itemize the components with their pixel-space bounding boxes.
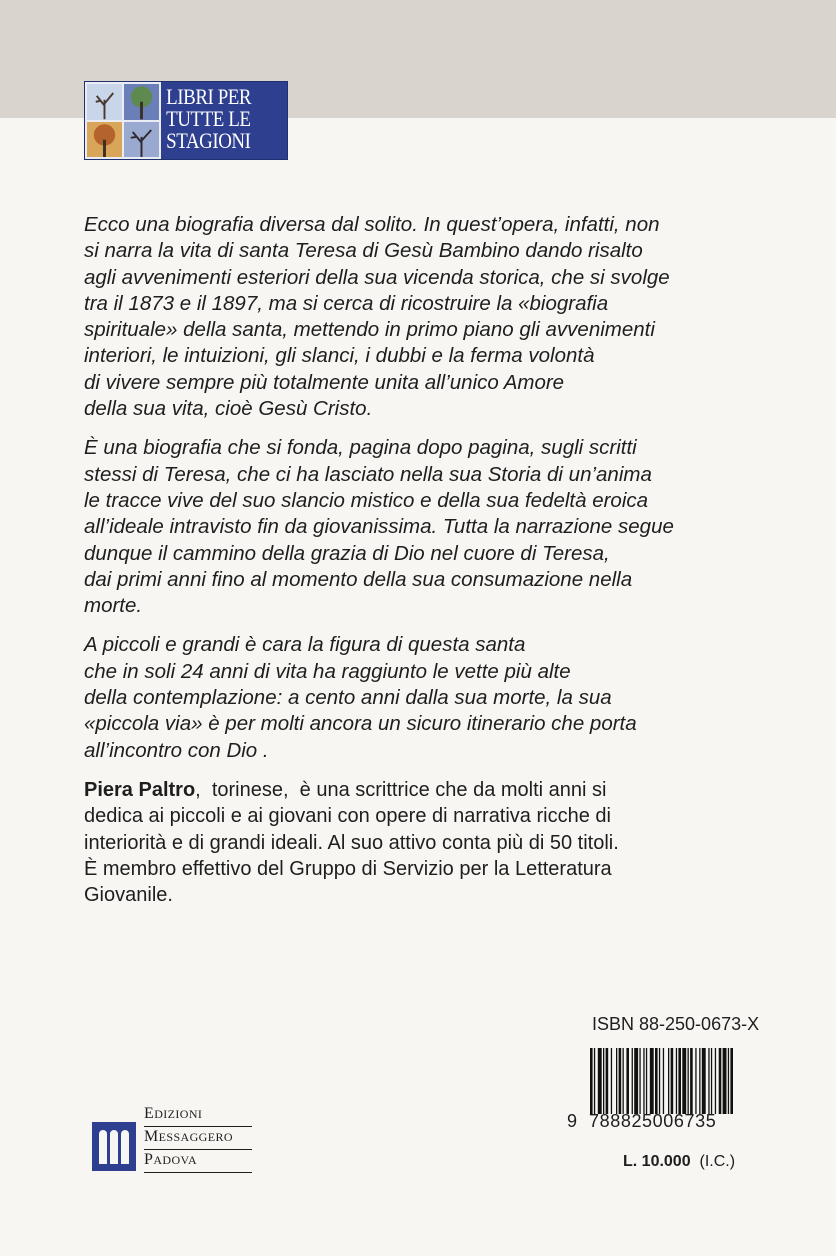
text-line: interiorità e di grandi ideali. Al suo attivo conta più di 50 titoli. <box>84 831 619 854</box>
back-cover-blurb <box>84 212 774 908</box>
series-line: STAGIONI <box>166 128 251 153</box>
text-line: morte. <box>84 594 143 618</box>
text-line: all’incontro con Dio . <box>84 738 269 762</box>
text-line <box>84 777 774 803</box>
text-line: dunque il cammino della grazia di Dio nel cuore di Teresa, <box>84 541 610 565</box>
text-line: le tracce vive del suo slancio mistico e della sua fedeltà eroica <box>84 488 649 512</box>
series-logo-text <box>161 82 269 159</box>
publisher-columns-icon <box>92 1122 136 1171</box>
text-line: interiori, le intuizioni, gli slanci, i dubbi e la ferma volontà <box>84 344 595 368</box>
blurb-paragraph-2 <box>84 435 774 619</box>
price-amount: L. 10.000 <box>623 1153 691 1170</box>
price-note: (I.C.) <box>699 1153 736 1170</box>
publisher-line: MESSAGGERO <box>144 1127 252 1150</box>
text-line: agli avvenimenti esteriori della sua vicenda storica, che si svolge <box>84 265 670 289</box>
text-line: «piccola via» è per molti ancora un sicuro itinerario che porta <box>84 712 637 736</box>
text-line: di vivere sempre più totalmente unita all’unico Amore <box>84 370 565 394</box>
author-bio-first-line: , torinese, è una scrittrice che da molti anni si <box>195 778 607 801</box>
text-line: È una biografia che si fonda, pagina dopo pagina, sugli scritti <box>84 436 637 460</box>
author-bio <box>84 777 774 908</box>
text-line: dai primi anni fino al momento della sua consumazione nella <box>84 567 633 591</box>
barcode-first-digit: 9 <box>567 1111 578 1131</box>
author-name: Piera Paltro <box>84 778 196 801</box>
text-line: si narra la vita di santa Teresa di Gesù Bambino dando risalto <box>84 239 643 263</box>
price <box>623 1153 735 1171</box>
series-line: LIBRI PER <box>166 84 252 109</box>
text-line: Ecco una biografia diversa dal solito. In quest’opera, infatti, non <box>84 213 660 236</box>
four-seasons-trees-icon <box>85 82 161 159</box>
text-line: che in soli 24 anni di vita ha raggiunto le vette più alte <box>84 659 571 683</box>
barcode-number: 788825006735 <box>589 1111 717 1131</box>
blurb-paragraph-3 <box>84 632 774 763</box>
publisher-logo <box>92 1104 252 1172</box>
text-line: stessi di Teresa, che ci ha lasciato nella sua Storia di un’anima <box>84 462 652 486</box>
publisher-name <box>144 1104 252 1173</box>
isbn-label: ISBN 88-250-0673-X <box>592 1014 760 1034</box>
series-logo <box>84 81 288 160</box>
barcode-digits <box>567 1111 777 1132</box>
text-line: all’ideale intravisto fin da giovanissima. Tutta la narrazione segue <box>84 515 674 539</box>
publisher-line: PADOVA <box>144 1150 252 1173</box>
text-line: spirituale» della santa, mettendo in primo piano gli avvenimenti <box>84 318 655 342</box>
text-line: dedica ai piccoli e ai giovani con opere di narrativa ricche di <box>84 805 611 828</box>
text-line: della contemplazione: a cento anni dalla sua morte, la sua <box>84 686 612 710</box>
publisher-line: EDIZIONI <box>144 1104 252 1127</box>
text-line: A piccoli e grandi è cara la figura di questa santa <box>84 633 526 657</box>
blurb-paragraph-1 <box>84 212 774 422</box>
text-line: della sua vita, cioè Gesù Cristo. <box>84 397 373 421</box>
barcode <box>590 1048 775 1114</box>
text-line: Giovanile. <box>84 884 173 907</box>
text-line: È membro effettivo del Gruppo di Servizio per la Letteratura <box>84 857 612 880</box>
text-line: tra il 1873 e il 1897, ma si cerca di ricostruire la «biografia <box>84 291 609 315</box>
series-line: TUTTE LE <box>166 106 251 131</box>
